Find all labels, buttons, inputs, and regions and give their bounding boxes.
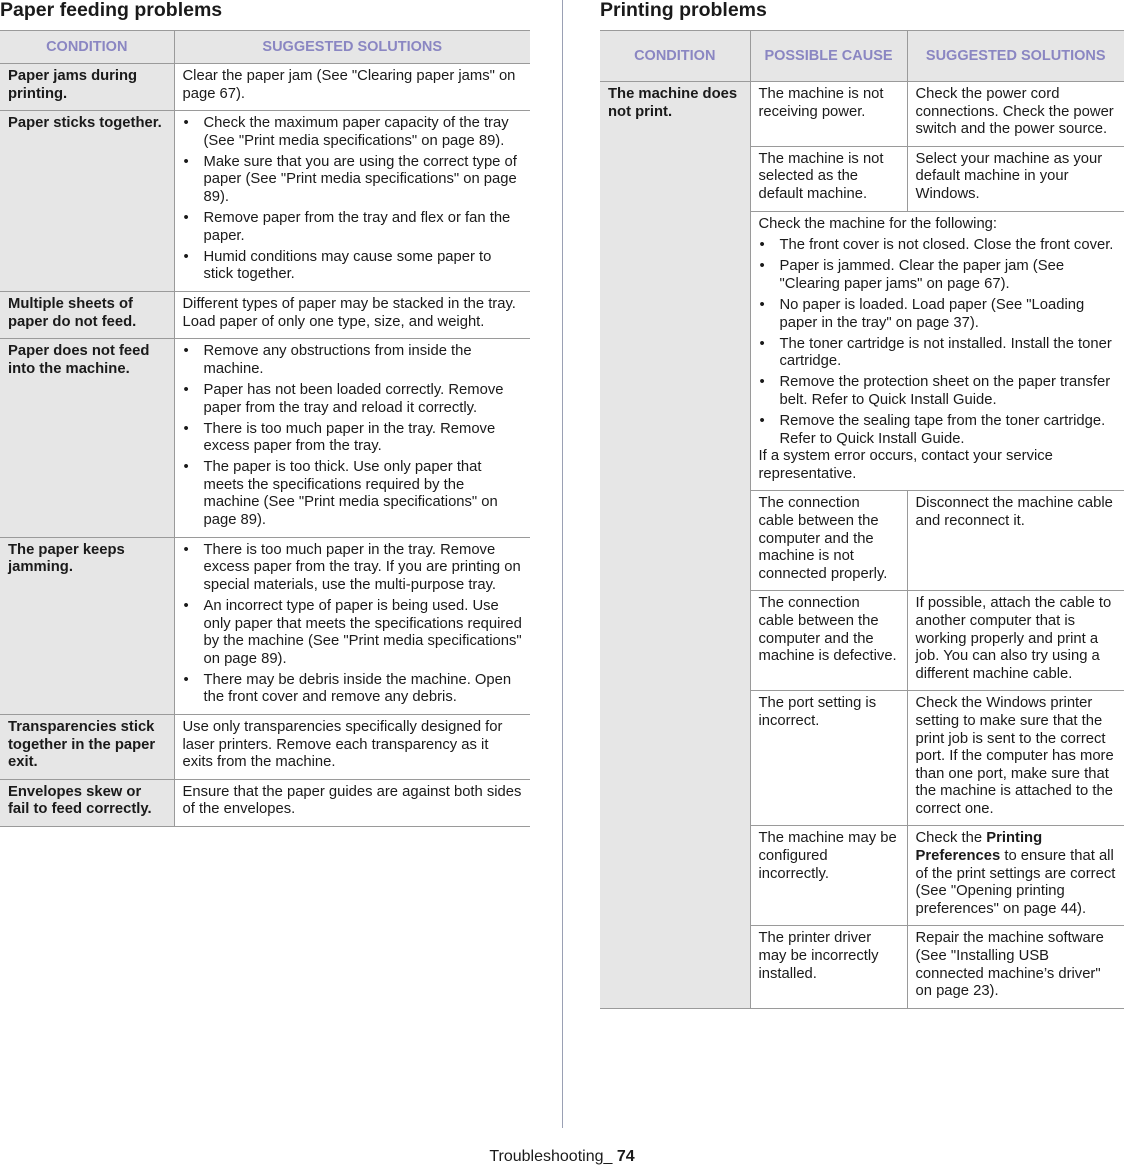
bullet-list: [759, 237, 1117, 448]
list-item: • The front cover is not closed. Close the front cover.: [759, 237, 1117, 255]
footer-section: Troubleshooting_: [489, 1148, 613, 1165]
solution-text: Check the power cord connections. Check the power switch and the power source.: [915, 86, 1114, 138]
solution-cell: [174, 292, 530, 339]
solution-cell: [174, 779, 530, 826]
list-item: • The toner cartridge is not installed. Install the toner cartridge.: [759, 336, 1117, 371]
bullet-list: [183, 115, 523, 284]
solution-cell: [174, 339, 530, 537]
solution-text: Use only transparencies specifically designed for laser printers. Remove each transparency as it exits from the machine.: [182, 719, 503, 771]
condition-cell: Multiple sheets of paper do not feed.: [0, 292, 174, 339]
solution-cell: [174, 715, 530, 780]
solution-cell: [907, 591, 1124, 691]
condition-cell: The machine does not print.: [600, 82, 750, 1009]
bullet-list: [183, 542, 523, 707]
column-divider: [562, 0, 563, 1128]
header-suggested-solutions: SUGGESTED SOLUTIONS: [907, 31, 1124, 82]
cause-cell: The connection cable between the computer and the machine is not connected properly.: [750, 491, 907, 591]
paper-feeding-section: [0, 0, 530, 827]
table-header-row: [0, 31, 530, 64]
bullet-list: [183, 343, 523, 529]
condition-cell: The paper keeps jamming.: [0, 537, 174, 714]
list-item: • The paper is too thick. Use only paper that meets the specifications required by the machine (See "Print media specifications" on page 89).: [183, 459, 523, 529]
printing-problems-section: [600, 0, 1124, 1009]
cause-cell: The machine may be configured incorrectly.: [750, 826, 907, 926]
page-number: 74: [616, 1148, 635, 1165]
table-row: [0, 111, 530, 292]
solution-cell: [907, 82, 1124, 147]
list-item: • An incorrect type of paper is being used. Use only paper that meets the specifications required by the machine (See "Print media specifications" on page 89).: [183, 598, 523, 668]
condition-cell: Paper sticks together.: [0, 111, 174, 292]
solution-text: Clear the paper jam (See "Clearing paper jams" on page 67).: [182, 68, 516, 102]
solution-text: Check the Windows printer setting to make sure that the print job is sent to the correct port. If the computer has more than one port, make sure that the machine is attached to the correct one.: [915, 695, 1114, 817]
solution-text: Different types of paper may be stacked in the tray. Load paper of only one type, size, and weight.: [182, 296, 516, 330]
table-row: [0, 292, 530, 339]
table-row: [0, 779, 530, 826]
header-possible-cause: POSSIBLE CAUSE: [750, 31, 907, 82]
solution-intro: Check the machine for the following:: [758, 215, 998, 232]
solution-cell: [907, 691, 1124, 826]
solution-cell: [174, 64, 530, 111]
cause-cell: The printer driver may be incorrectly installed.: [750, 926, 907, 1008]
paper-feeding-table: [0, 30, 530, 827]
solution-cell: [907, 491, 1124, 591]
printing-problems-table: [600, 30, 1124, 1009]
solution-text: Repair the machine software (See "Installing USB connected machine’s driver" on page 23).: [915, 930, 1104, 1000]
list-item: • There is too much paper in the tray. Remove excess paper from the tray.: [183, 421, 523, 456]
solution-cell: [907, 146, 1124, 211]
table-row: [600, 82, 1124, 147]
list-item: • Paper is jammed. Clear the paper jam (See "Clearing paper jams" on page 67).: [759, 258, 1117, 293]
table-row: [0, 64, 530, 111]
solution-text: Disconnect the machine cable and reconnect it.: [915, 495, 1113, 529]
header-condition: CONDITION: [600, 31, 750, 82]
page-footer: [0, 1148, 1124, 1166]
solution-cell: [907, 926, 1124, 1008]
cause-cell: The machine is not selected as the default machine.: [750, 146, 907, 211]
section-title: Printing problems: [600, 0, 767, 21]
list-item: • Remove the protection sheet on the paper transfer belt. Refer to Quick Install Guide.: [759, 374, 1117, 409]
table-row: [0, 339, 530, 537]
list-item: • Humid conditions may cause some paper to stick together.: [183, 249, 523, 284]
header-condition: CONDITION: [0, 31, 174, 64]
solution-text: If possible, attach the cable to another computer that is working properly and print a job. You can also try using a different machine cable.: [915, 595, 1112, 682]
list-item: • There may be debris inside the machine. Open the front cover and remove any debris.: [183, 672, 523, 707]
condition-cell: Envelopes skew or fail to feed correctly.: [0, 779, 174, 826]
list-item: • Paper has not been loaded correctly. Remove paper from the tray and reload it correctly.: [183, 382, 523, 417]
condition-cell: Paper jams during printing.: [0, 64, 174, 111]
solution-text: Ensure that the paper guides are against both sides of the envelopes.: [182, 783, 522, 818]
solution-cell: [174, 111, 530, 292]
list-item: • Check the maximum paper capacity of the tray (See "Print media specifications" on page 89).: [183, 115, 523, 150]
condition-cell: Transparencies stick together in the paper exit.: [0, 715, 174, 780]
list-item: • Make sure that you are using the correct type of paper (See "Print media specifications" on page 89).: [183, 154, 523, 207]
merged-solution-cell: [750, 211, 1124, 491]
solution-text: to ensure that all of the print settings are correct (See "Opening printing preferences" on page 44).: [915, 848, 1116, 917]
header-suggested-solutions: SUGGESTED SOLUTIONS: [174, 31, 530, 64]
solution-outro: If a system error occurs, contact your service representative.: [758, 448, 1053, 482]
solution-cell: [174, 537, 530, 714]
list-item: • Remove any obstructions from inside the machine.: [183, 343, 523, 378]
table-row: [0, 715, 530, 780]
table-header-row: [600, 31, 1124, 82]
solution-emphasis: Printing Preferences: [915, 830, 1043, 865]
condition-cell: Paper does not feed into the machine.: [0, 339, 174, 537]
solution-cell: [907, 826, 1124, 926]
table-row: [0, 537, 530, 714]
list-item: • Remove the sealing tape from the toner cartridge. Refer to Quick Install Guide.: [759, 413, 1117, 448]
section-title: Paper feeding problems: [0, 0, 223, 21]
list-item: • Remove paper from the tray and flex or fan the paper.: [183, 210, 523, 245]
cause-cell: The connection cable between the computer and the machine is defective.: [750, 591, 907, 691]
list-item: • There is too much paper in the tray. Remove excess paper from the tray. If you are printing on special materials, use the multi-purpose tray.: [183, 542, 523, 595]
solution-text: Check the: [915, 830, 987, 847]
list-item: • No paper is loaded. Load paper (See "Loading paper in the tray" on page 37).: [759, 297, 1117, 332]
solution-text: Select your machine as your default machine in your Windows.: [915, 150, 1103, 202]
cause-cell: The port setting is incorrect.: [750, 691, 907, 826]
cause-cell: The machine is not receiving power.: [750, 82, 907, 147]
